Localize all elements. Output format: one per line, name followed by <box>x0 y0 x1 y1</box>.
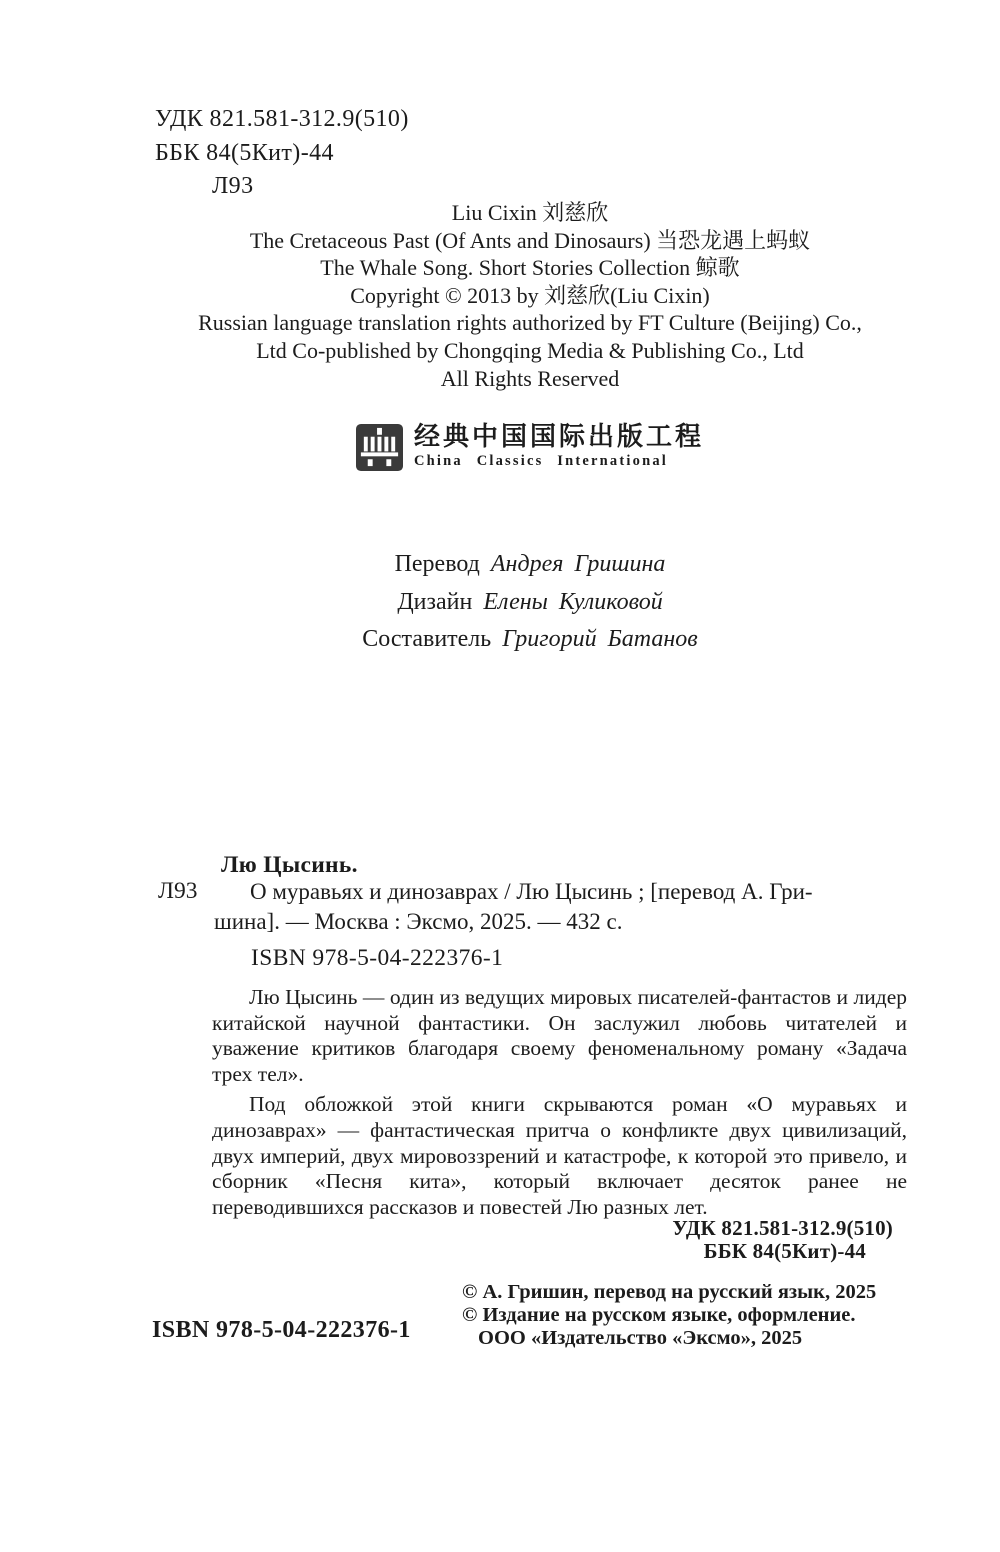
author-sign: Л93 <box>212 173 254 199</box>
udk-code: УДК 821.581-312.9(510) <box>155 106 409 132</box>
classification-codes-bottom <box>600 1217 893 1263</box>
credit-line-designer <box>397 584 662 622</box>
rights-line: Ltd Co-published by Chongqing Media & Publishing Co., Ltd <box>256 337 804 363</box>
credit-name: Елены Куликовой <box>483 588 663 615</box>
credit-name: Григорий Батанов <box>502 626 698 652</box>
annotation-paragraph-1: Лю Цысинь — один из ведущих мировых писателей-фантастов и лидер китайской научной фантастики. Он заслужил любовь читателей и уважение критиков благодаря своему феноменальному роману «Задача трех тел». <box>212 985 907 1086</box>
copyright-line-edition: © Издание на русском языке, оформление. <box>462 1304 856 1327</box>
credit-role: Дизайн <box>397 588 473 615</box>
bbk-code: ББК 84(5Кит)-44 <box>155 139 334 166</box>
catalog-description <box>214 877 813 936</box>
rights-line: Copyright © 2013 by 刘慈欣(Liu Cixin) <box>350 282 710 308</box>
rights-line: Russian language translation rights authorized by FT Culture (Beijing) Co., <box>198 310 862 336</box>
credit-role: Составитель <box>362 626 492 652</box>
rights-line: Liu Cixin 刘慈欣 <box>451 200 609 225</box>
catalog-isbn: ISBN 978-5-04-222376-1 <box>251 945 504 971</box>
annotation <box>212 985 907 1225</box>
china-classics-logo-text <box>414 423 704 470</box>
credit-line-compiler <box>362 621 697 659</box>
rights-line: The Whale Song. Short Stories Collection 鲸歌 <box>320 255 740 281</box>
isbn-bottom: ISBN 978-5-04-222376-1 <box>152 1317 411 1343</box>
china-classics-logo <box>155 414 905 476</box>
annotation-paragraph-2: Под обложкой этой книги скрываются роман «О муравьях и динозаврах» — фантастическая притча о конфликте двух цивилизаций, двух империй, двух мировоззрений и катастрофе, к которой это привело, и сборник «Песня кита», который включает десяток ранее не переводившихся рассказов и повестей Лю разных лет. <box>212 1092 907 1219</box>
publisher-copyright <box>462 1281 876 1351</box>
bbk-code-bottom: ББК 84(5Кит)-44 <box>703 1239 866 1263</box>
credit-role: Перевод <box>394 551 480 577</box>
logo-chinese-title: 经典中国国际出版工程 <box>413 422 704 451</box>
logo-english-title: China Classics International <box>413 453 669 469</box>
credit-name: Андрея Гришина <box>490 551 666 577</box>
catalog-author-sign: Л93 <box>158 878 198 904</box>
copyright-line-publisher: ООО «Издательство «Эксмо», 2025 <box>478 1327 803 1350</box>
rights-line: All Rights Reserved <box>440 365 620 391</box>
classification-codes-top <box>155 103 409 204</box>
copyright-line-translation: © А. Гришин, перевод на русский язык, 2025 <box>462 1281 877 1303</box>
credits-block <box>155 546 905 659</box>
rights-line: The Cretaceous Past (Of Ants and Dinosaurs) 当恐龙遇上蚂蚁 <box>249 227 811 253</box>
credit-line-translator <box>395 546 666 584</box>
catalog-description-line: О муравьях и динозаврах / Лю Цысинь ; [перевод А. Гри- <box>250 879 813 904</box>
catalog-description-line: шина]. — Москва : Эксмо, 2025. — 432 с. <box>214 908 623 934</box>
china-classics-stamp-icon <box>356 424 403 476</box>
udk-code-bottom: УДК 821.581-312.9(510) <box>672 1216 893 1240</box>
catalog-author-heading: Лю Цысинь. <box>221 852 358 878</box>
copyright-statement <box>155 199 905 392</box>
